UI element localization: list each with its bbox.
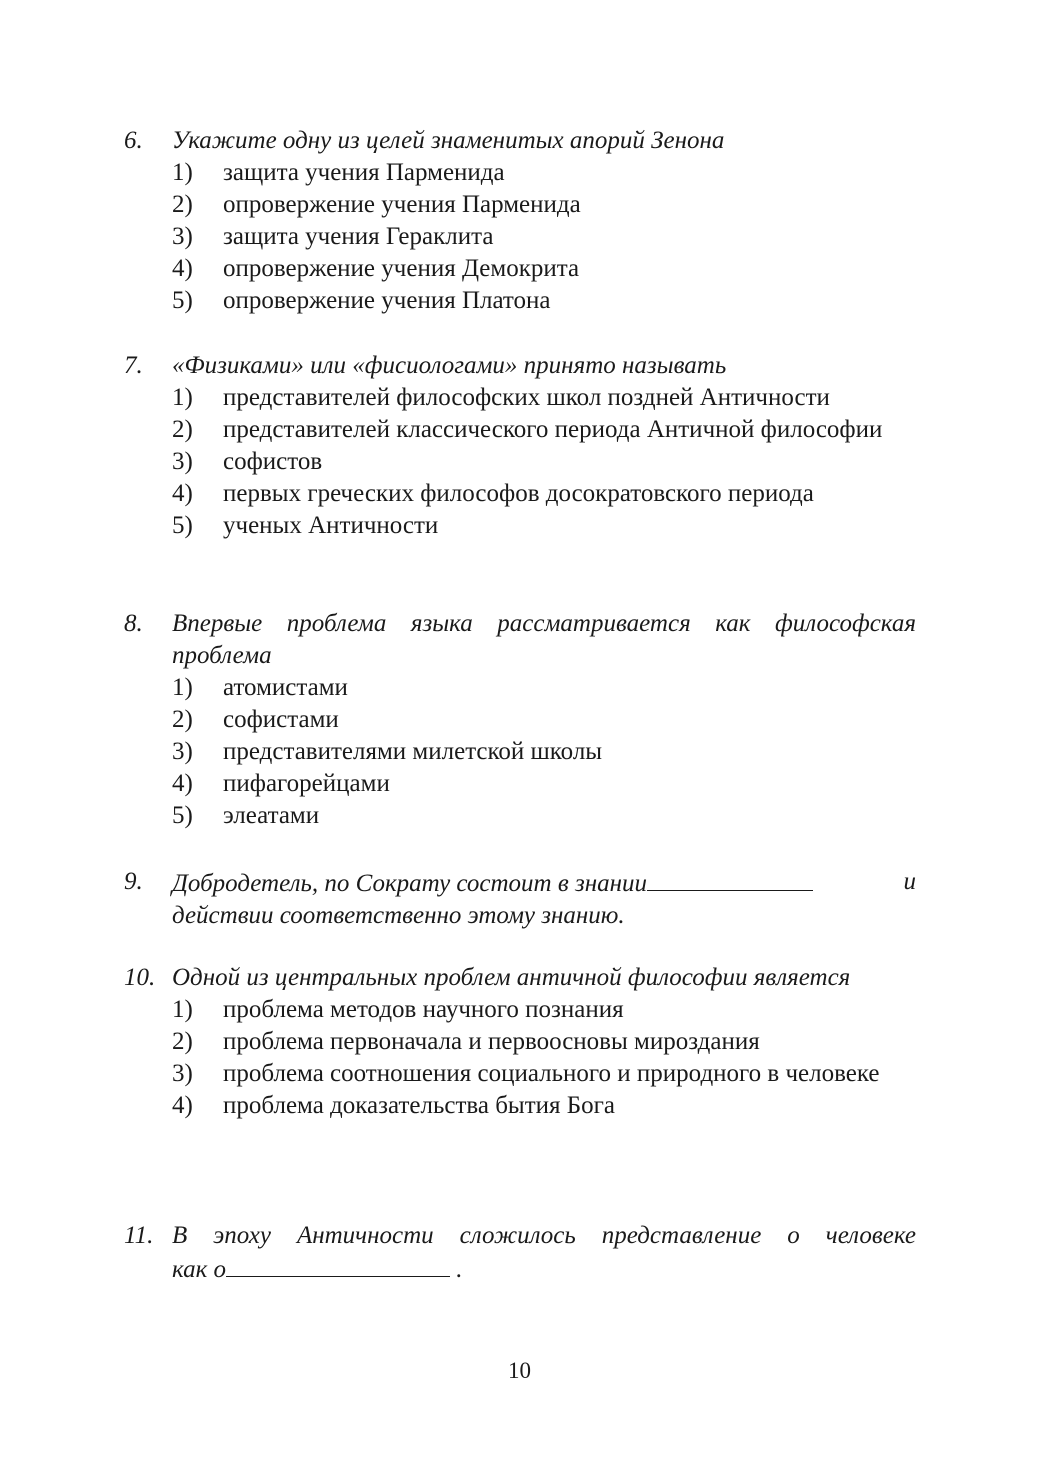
answer-option <box>172 768 916 800</box>
option-text: представителей философских школ поздней Античности <box>223 384 830 411</box>
option-text: софистов <box>223 448 323 475</box>
answer-option <box>172 800 916 832</box>
question-text: «Физиками» или «фисиологами» принято называть <box>172 352 727 379</box>
question-11 <box>124 1220 916 1286</box>
option-number: 1) <box>172 159 193 186</box>
question-9-header <box>124 866 916 932</box>
question-text-before-blank <box>172 866 813 900</box>
option-number: 5) <box>172 287 193 314</box>
answer-option <box>172 704 916 736</box>
question-number: 7. <box>124 352 143 379</box>
answer-option <box>172 1026 916 1058</box>
answer-option <box>172 285 916 317</box>
option-text: защита учения Парменида <box>223 159 505 186</box>
answer-blank <box>226 1252 450 1277</box>
answer-option <box>172 446 916 478</box>
question-11-header <box>124 1220 916 1286</box>
option-text: представителями милетской школы <box>223 738 603 765</box>
question-text-part: Добродетель, по Сократу состоит в знании <box>172 870 647 897</box>
page-number: 10 <box>508 1358 531 1383</box>
question-line-2 <box>172 1252 916 1286</box>
question-number: 9. <box>124 868 143 895</box>
answer-option <box>172 253 916 285</box>
option-number: 3) <box>172 738 193 765</box>
option-text: пифагорейцами <box>223 770 390 797</box>
question-7-header <box>124 350 916 382</box>
answer-option <box>172 382 916 414</box>
answer-option <box>172 221 916 253</box>
option-number: 5) <box>172 802 193 829</box>
question-9 <box>124 866 916 932</box>
answer-options <box>124 382 916 542</box>
option-number: 4) <box>172 255 193 282</box>
option-number: 3) <box>172 223 193 250</box>
option-number: 3) <box>172 448 193 475</box>
option-number: 1) <box>172 996 193 1023</box>
question-text: Одной из центральных проблем античной философии является <box>172 964 851 991</box>
answer-blank <box>647 866 813 891</box>
question-line-1: В эпоху Античности сложилось представление о человеке <box>172 1222 916 1249</box>
option-text: опровержение учения Платона <box>223 287 551 314</box>
question-number: 11. <box>124 1222 154 1249</box>
answer-options <box>124 157 916 317</box>
option-text: атомистами <box>223 674 348 701</box>
option-text: софистами <box>223 706 339 733</box>
option-number: 4) <box>172 770 193 797</box>
option-text: опровержение учения Демокрита <box>223 255 580 282</box>
answer-options <box>124 672 916 832</box>
answer-option <box>172 672 916 704</box>
answer-option <box>172 1058 916 1090</box>
question-10-header <box>124 962 916 994</box>
option-number: 1) <box>172 674 193 701</box>
answer-option <box>172 1090 916 1122</box>
option-number: 3) <box>172 1060 193 1087</box>
answer-option <box>172 414 916 446</box>
question-text <box>172 866 916 932</box>
answer-option <box>172 736 916 768</box>
question-line-1 <box>172 866 916 900</box>
option-number: 2) <box>172 191 193 218</box>
question-number: 6. <box>124 127 143 154</box>
question-number: 8. <box>124 610 143 637</box>
option-text: ученых Античности <box>223 512 439 539</box>
question-8-header <box>124 608 916 672</box>
option-text: первых греческих философов досократовского периода <box>223 480 814 507</box>
option-text: проблема доказательства бытия Бога <box>223 1092 615 1119</box>
option-number: 2) <box>172 706 193 733</box>
question-number: 10. <box>124 964 156 991</box>
question-text-before-blank: как о <box>172 1256 227 1283</box>
option-number: 4) <box>172 1092 193 1119</box>
question-text <box>172 1220 916 1286</box>
option-text: проблема первоначала и первоосновы мироздания <box>223 1028 760 1055</box>
option-text: проблема методов научного познания <box>223 996 624 1023</box>
option-text: опровержение учения Парменида <box>223 191 581 218</box>
option-text: элеатами <box>223 802 320 829</box>
answer-option <box>172 994 916 1026</box>
option-text: проблема соотношения социального и природного в человеке <box>223 1060 880 1087</box>
question-text-after-blank: и <box>903 868 916 895</box>
option-number: 2) <box>172 1028 193 1055</box>
question-6-header <box>124 125 916 157</box>
answer-option <box>172 478 916 510</box>
question-6 <box>124 125 916 317</box>
option-number: 5) <box>172 512 193 539</box>
question-text: Укажите одну из целей знаменитых апорий Зенона <box>172 127 725 154</box>
question-8 <box>124 608 916 832</box>
question-line-2: действии соответственно этому знанию. <box>172 902 625 929</box>
option-text: защита учения Гераклита <box>223 223 494 250</box>
option-number: 1) <box>172 384 193 411</box>
answer-option <box>172 157 916 189</box>
option-number: 4) <box>172 480 193 507</box>
answer-option <box>172 189 916 221</box>
question-7 <box>124 350 916 542</box>
answer-options <box>124 994 916 1122</box>
question-text: Впервые проблема языка рассматривается как философская проблема <box>172 610 916 669</box>
question-text-after-blank: . <box>456 1256 463 1283</box>
answer-option <box>172 510 916 542</box>
option-number: 2) <box>172 416 193 443</box>
question-10 <box>124 962 916 1122</box>
option-text: представителей классического периода Античной философии <box>223 416 883 443</box>
